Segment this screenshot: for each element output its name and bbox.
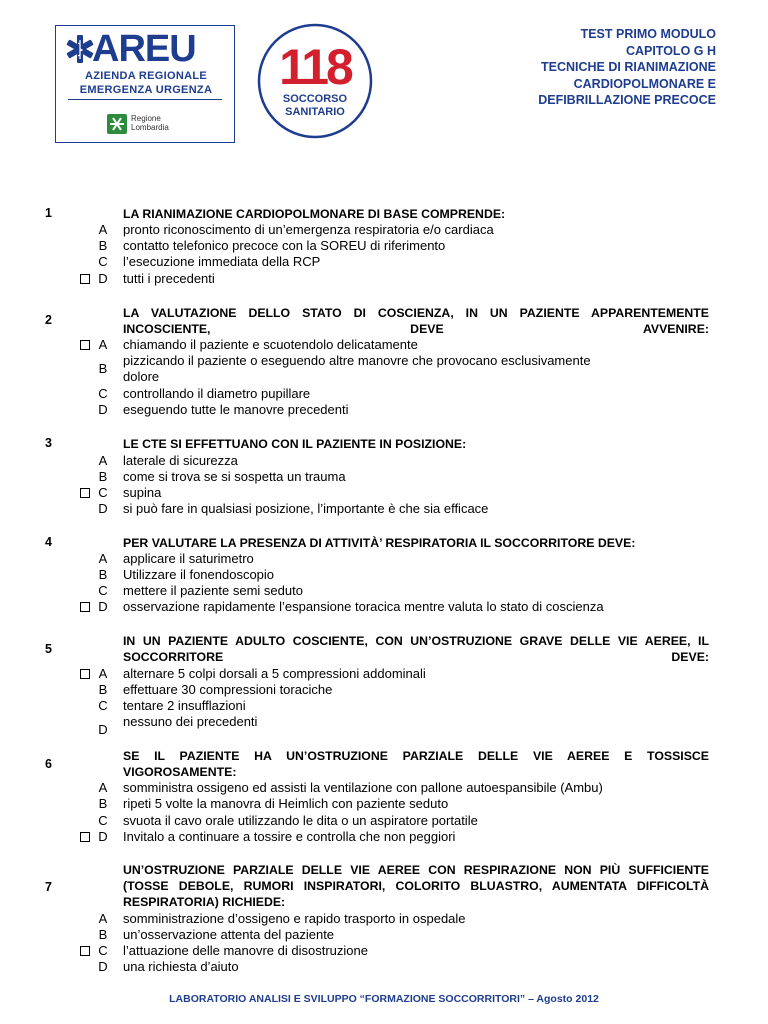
answer-option[interactable] <box>0 796 768 812</box>
areu-wordmark: AREU <box>92 28 196 70</box>
option-letter: D <box>98 829 108 844</box>
question-text: PER VALUTARE LA PRESENZA DI ATTIVITÀ’ RESPIRATORIA IL SOCCORRITORE DEVE: <box>123 536 636 550</box>
option-text: come si trova se si sospetta un trauma <box>123 469 346 484</box>
option-text: Utilizzare il fonendoscopio <box>123 567 275 582</box>
logo-118-number: 118 <box>279 39 351 95</box>
answer-option[interactable] <box>0 353 768 385</box>
question-text: UN’OSTRUZIONE PARZIALE DELLE VIE AEREE CON RESPIRAZIONE NON PIÙ SUFFICIENTE (TOSSE DEBOLE, RUMORI INSPIRATORI, COLORITO BLUASTRO, AUMENTATA DIFFICOLTÀ RESPIRATORIA) RICHIEDE: <box>123 863 709 909</box>
question-number: 3 <box>45 436 52 450</box>
question-text: LA VALUTAZIONE DELLO STATO DI COSCIENZA, IN UN PAZIENTE APPARENTEMENTE INCOSCIENTE, DEVE AVVENIRE: <box>123 306 709 336</box>
answer-option[interactable] <box>0 927 768 943</box>
option-letter: D <box>98 501 108 516</box>
answer-option[interactable] <box>0 551 768 567</box>
option-letter: B <box>98 796 108 811</box>
option-letter: A <box>98 222 108 237</box>
option-text: mettere il paziente semi seduto <box>123 583 303 598</box>
option-letter: B <box>98 682 108 697</box>
option-text: pizzicando il paziente o eseguendo altre manovre che provocano esclusivamente <box>123 353 591 368</box>
answer-option[interactable] <box>0 682 768 698</box>
logo-118-line1: SOCCORSO <box>282 93 348 105</box>
option-letter: B <box>98 567 108 582</box>
areu-logo <box>55 25 235 143</box>
option-text: un’osservazione attenta del paziente <box>123 927 335 942</box>
option-letter: D <box>98 599 108 614</box>
title-line: CAPITOLO G H <box>625 43 716 58</box>
answer-option[interactable] <box>0 567 768 583</box>
option-letter: D <box>98 959 108 974</box>
question-number: 1 <box>45 206 52 220</box>
areu-subtitle-line1: AZIENDA REGIONALE <box>84 70 208 82</box>
question-text: LE CTE SI EFFETTUANO CON IL PAZIENTE IN POSIZIONE: <box>123 437 467 451</box>
option-letter: D <box>98 271 108 286</box>
answer-checkbox[interactable] <box>80 669 90 679</box>
answer-option[interactable] <box>0 666 768 682</box>
option-letter: C <box>98 943 108 958</box>
option-letter: B <box>98 238 108 253</box>
option-letter: C <box>98 698 108 713</box>
option-letter: A <box>98 551 108 566</box>
option-text: supina <box>123 485 162 500</box>
option-letter: A <box>98 911 108 926</box>
answer-checkbox[interactable] <box>80 274 90 284</box>
option-letter: A <box>98 666 108 681</box>
answer-checkbox[interactable] <box>80 602 90 612</box>
star-of-life-icon <box>65 34 95 64</box>
question-text: IN UN PAZIENTE ADULTO COSCIENTE, CON UN’OSTRUZIONE GRAVE DELLE VIE AEREE, IL SOCCORRITORE DEVE: <box>123 634 709 664</box>
answer-option[interactable] <box>0 599 768 615</box>
option-text-continued: dolore <box>123 369 160 384</box>
question-text: LA RIANIMAZIONE CARDIOPOLMONARE DI BASE COMPRENDE: <box>123 207 506 221</box>
region-line2: Lombardia <box>131 123 169 132</box>
option-letter: B <box>98 927 108 942</box>
answer-option[interactable] <box>0 813 768 829</box>
answer-option[interactable] <box>0 402 768 418</box>
document-title <box>538 26 716 109</box>
option-letter: A <box>98 337 108 352</box>
answer-option[interactable] <box>0 583 768 599</box>
footer: LABORATORIO ANALISI E SVILUPPO “FORMAZIONE SOCCORRITORI” – Agosto 2012 <box>169 993 599 1005</box>
option-letter: D <box>98 402 108 417</box>
answer-option[interactable] <box>0 780 768 796</box>
title-line: TEST PRIMO MODULO <box>580 27 716 41</box>
option-text: osservazione rapidamente l’espansione toracica mentre valuta lo stato di coscienza <box>123 599 604 614</box>
question-number: 4 <box>45 535 52 549</box>
answer-option[interactable] <box>0 254 768 270</box>
option-text: l’esecuzione immediata della RCP <box>123 254 321 269</box>
areu-divider <box>68 99 222 100</box>
answer-option[interactable] <box>0 943 768 959</box>
option-letter: C <box>98 254 108 269</box>
question-number: 5 <box>45 642 52 656</box>
option-letter: C <box>98 583 108 598</box>
answer-checkbox[interactable] <box>80 946 90 956</box>
option-text: Invitalo a continuare a tossire e controlla che non peggiori <box>123 829 456 844</box>
option-text: tutti i precedenti <box>123 271 215 286</box>
answer-option[interactable] <box>0 714 768 738</box>
answer-option[interactable] <box>0 337 768 353</box>
logo-118-line2: SANITARIO <box>285 106 345 118</box>
answer-option[interactable] <box>0 222 768 238</box>
question-number: 2 <box>45 313 52 327</box>
option-letter: A <box>98 780 108 795</box>
option-text: svuota il cavo orale utilizzando le dita o un aspiratore portatile <box>123 813 478 828</box>
option-text: si può fare in qualsiasi posizione, l’importante è che sia efficace <box>123 501 489 516</box>
option-letter: D <box>98 722 108 737</box>
areu-subtitle-line2: EMERGENZA URGENZA <box>79 84 213 96</box>
option-letter: B <box>98 469 108 484</box>
option-letter: C <box>98 485 108 500</box>
answer-option[interactable] <box>0 501 768 517</box>
option-letter: A <box>98 453 108 468</box>
answer-option[interactable] <box>0 453 768 469</box>
option-letter: C <box>98 386 108 401</box>
option-text: pronto riconoscimento di un’emergenza respiratoria e/o cardiaca <box>123 222 494 237</box>
option-text: effettuare 30 compressioni toraciche <box>123 682 333 697</box>
question-number: 6 <box>45 757 52 771</box>
option-text: tentare 2 insufflazioni <box>123 698 246 713</box>
option-text: somministrazione d’ossigeno e rapido trasporto in ospedale <box>123 911 466 926</box>
option-text: eseguendo tutte le manovre precedenti <box>123 402 349 417</box>
soccorso-sanitario-118-logo <box>256 22 374 140</box>
title-line: DEFIBRILLAZIONE PRECOCE <box>538 93 716 107</box>
option-text: chiamando il paziente e scuotendolo delicatamente <box>123 337 418 352</box>
option-text: controllando il diametro pupillare <box>123 386 311 401</box>
answer-option[interactable] <box>0 271 768 287</box>
answer-checkbox[interactable] <box>80 488 90 498</box>
option-letter: C <box>98 813 108 828</box>
option-text: contatto telefonico precoce con la SOREU di riferimento <box>123 238 446 253</box>
regione-lombardia-label <box>131 114 169 132</box>
answer-option[interactable] <box>0 238 768 254</box>
answer-option[interactable] <box>0 911 768 927</box>
option-text: applicare il saturimetro <box>123 551 254 566</box>
region-line1: Regione <box>131 114 161 123</box>
option-text: laterale di sicurezza <box>123 453 238 468</box>
answer-option[interactable] <box>0 959 768 975</box>
title-line: CARDIOPOLMONARE E <box>573 76 716 91</box>
answer-option[interactable] <box>0 485 768 501</box>
option-text: l’attuazione delle manovre di disostruzione <box>123 943 368 958</box>
question-number: 7 <box>45 880 52 894</box>
answer-checkbox[interactable] <box>80 340 90 350</box>
title-line: TECNICHE DI RIANIMAZIONE <box>541 60 716 74</box>
option-text: alternare 5 colpi dorsali a 5 compressioni addominali <box>123 666 426 681</box>
option-text: ripeti 5 volte la manovra di Heimlich con paziente seduto <box>123 796 449 811</box>
answer-option[interactable] <box>0 469 768 485</box>
answer-checkbox[interactable] <box>80 832 90 842</box>
option-text: somministra ossigeno ed assisti la ventilazione con pallone autoespansibile (Ambu) <box>123 780 603 795</box>
question-text: SE IL PAZIENTE HA UN’OSTRUZIONE PARZIALE DELLE VIE AEREE E TOSSISCE VIGOROSAMENTE: <box>123 749 709 779</box>
option-text: nessuno dei precedenti <box>123 714 258 729</box>
answer-option[interactable] <box>0 698 768 714</box>
option-text: una richiesta d’aiuto <box>123 959 239 974</box>
answer-option[interactable] <box>0 829 768 845</box>
option-letter: B <box>98 361 108 376</box>
answer-option[interactable] <box>0 386 768 402</box>
regione-lombardia-icon <box>107 114 127 134</box>
